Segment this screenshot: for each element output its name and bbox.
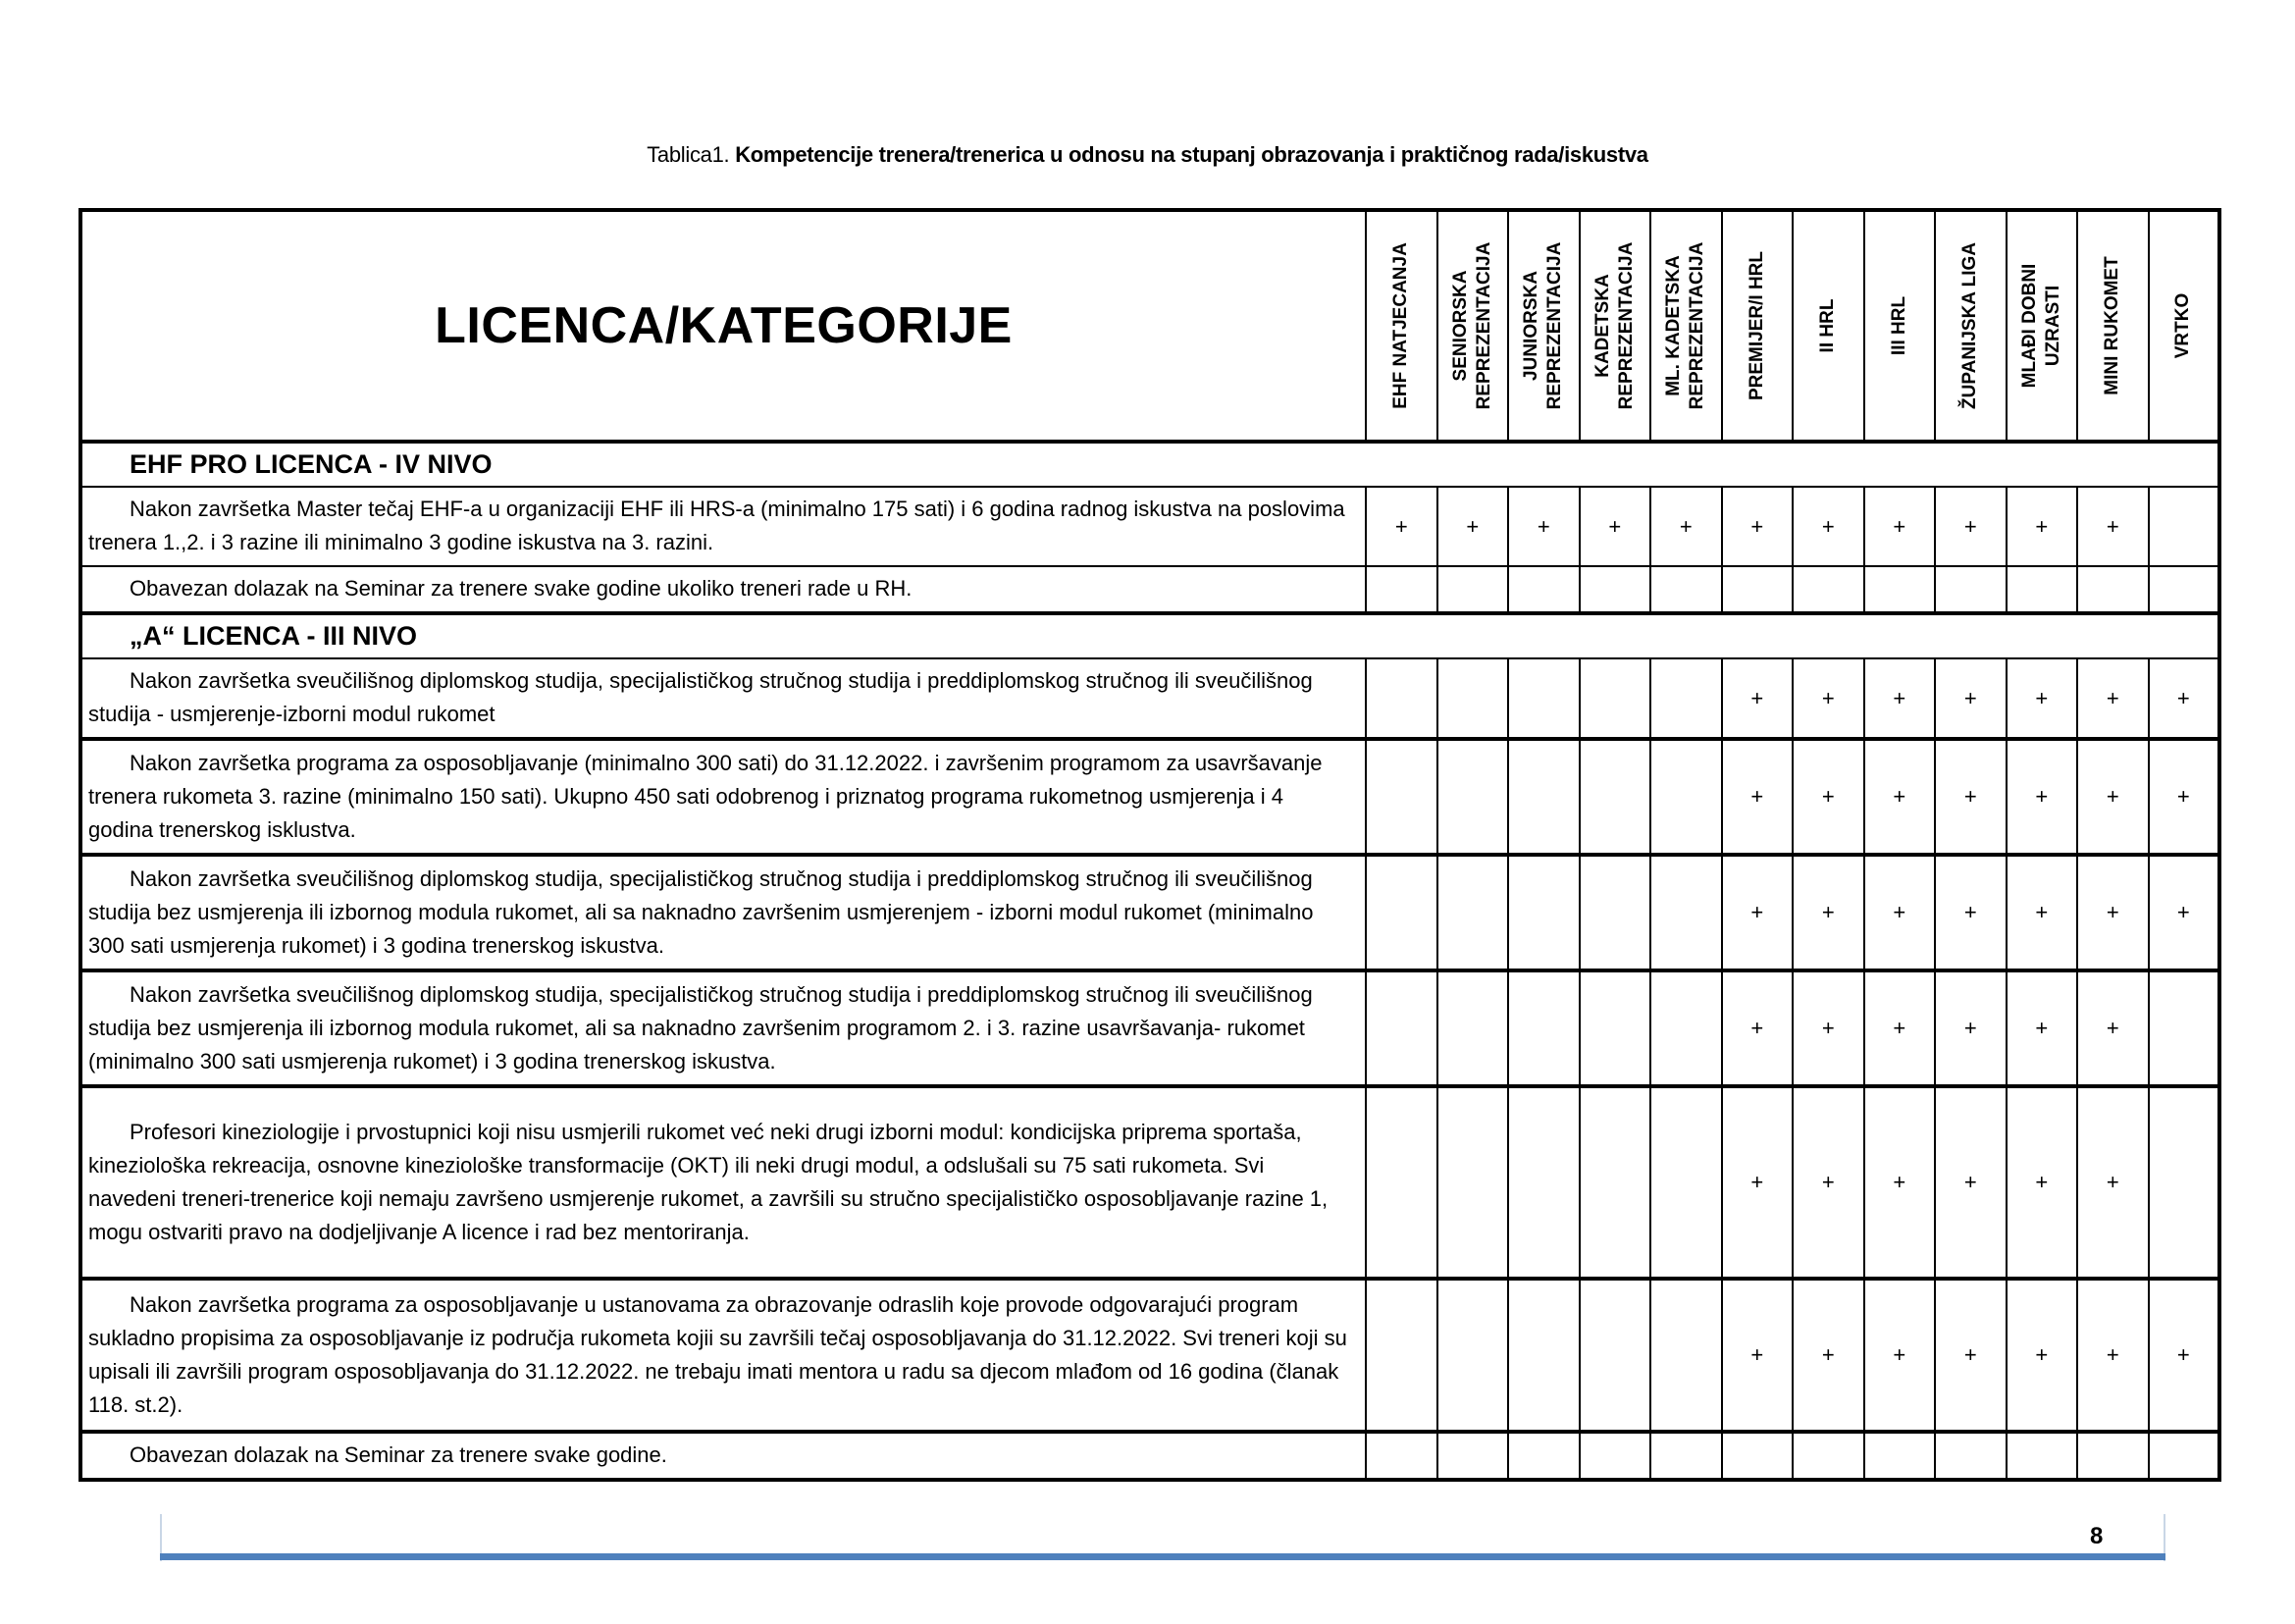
- plus-mark-cell: +: [1864, 739, 1936, 855]
- empty-cell: [1437, 1086, 1509, 1279]
- table-row: [80, 970, 2219, 1086]
- empty-cell: [1864, 1432, 1936, 1480]
- empty-cell: [2149, 487, 2220, 566]
- table-caption: [0, 142, 2295, 168]
- page-number: 8: [2090, 1523, 2104, 1549]
- row-description: Nakon završetka programa za osposobljavanje (minimalno 300 sati) do 31.12.2022. i završenim programom za usavršavanje trenera rukometa 3. razine (minimalno 150 sati). Ukupno 450 sati odobrenog i priznatog programa rukometnog usmjerenja i 4 godina trenerskog isklustva.: [80, 739, 1366, 855]
- empty-cell: [1366, 1086, 1437, 1279]
- plus-mark-cell: +: [1650, 487, 1722, 566]
- plus-mark-cell: +: [2007, 855, 2078, 970]
- table-row: [80, 1279, 2219, 1432]
- plus-mark-cell: +: [1793, 739, 1864, 855]
- footer-accent-bar: [160, 1553, 2165, 1560]
- row-description: Nakon završetka sveučilišnog diplomskog studija, specijalističkog stručnog studija i preddiplomskog stručnog ili sveučilišnog studija - usmjerenje-izborni modul rukomet: [80, 658, 1366, 739]
- plus-mark-cell: +: [1437, 487, 1509, 566]
- empty-cell: [1580, 1432, 1651, 1480]
- empty-cell: [1437, 855, 1509, 970]
- plus-mark-cell: +: [1935, 658, 2007, 739]
- empty-cell: [1650, 1279, 1722, 1432]
- row-description: Nakon završetka sveučilišnog diplomskog studija, specijalističkog stručnog studija i preddiplomskog stručnog ili sveučilišnog studija bez usmjerenja ili izbornog modula rukomet, ali sa naknadno završenim usmjerenjem - izborni modul rukomet (minimalno 300 sati usmjerenja rukomet) i 3 godina trenerskog iskustva.: [80, 855, 1366, 970]
- empty-cell: [1793, 1432, 1864, 1480]
- empty-cell: [2077, 566, 2149, 613]
- table-row: [80, 1086, 2219, 1279]
- plus-mark-cell: +: [1935, 1086, 2007, 1279]
- empty-cell: [1935, 1432, 2007, 1480]
- plus-mark-cell: +: [1722, 1279, 1794, 1432]
- plus-mark-cell: +: [1935, 855, 2007, 970]
- column-header-ehf-natjecanja: EHF NATJECANJA: [1366, 210, 1437, 442]
- empty-cell: [1580, 566, 1651, 613]
- row-description: Obavezan dolazak na Seminar za trenere svake godine.: [80, 1432, 1366, 1480]
- empty-cell: [1508, 566, 1580, 613]
- plus-mark-cell: +: [1722, 739, 1794, 855]
- empty-cell: [1864, 566, 1936, 613]
- plus-mark-cell: +: [1722, 487, 1794, 566]
- empty-cell: [1366, 739, 1437, 855]
- plus-mark-cell: +: [2007, 1279, 2078, 1432]
- empty-cell: [1437, 658, 1509, 739]
- table-body: [80, 442, 2219, 1480]
- section-header-a-licenca: [80, 613, 2219, 658]
- plus-mark-cell: +: [1508, 487, 1580, 566]
- plus-mark-cell: +: [2077, 487, 2149, 566]
- section-title: EHF PRO LICENCA - IV NIVO: [80, 442, 2219, 487]
- column-header-vrtko: VRTKO: [2149, 210, 2220, 442]
- plus-mark-cell: +: [2077, 855, 2149, 970]
- plus-mark-cell: +: [1366, 487, 1437, 566]
- empty-cell: [1650, 855, 1722, 970]
- header-row: [80, 210, 2219, 442]
- empty-cell: [1935, 566, 2007, 613]
- plus-mark-cell: +: [1722, 855, 1794, 970]
- header-title: LICENCA/KATEGORIJE: [80, 210, 1366, 442]
- plus-mark-cell: +: [2077, 970, 2149, 1086]
- plus-mark-cell: +: [1793, 487, 1864, 566]
- empty-cell: [2007, 1432, 2078, 1480]
- empty-cell: [2149, 566, 2220, 613]
- plus-mark-cell: +: [2007, 1086, 2078, 1279]
- empty-cell: [1793, 566, 1864, 613]
- caption-prefix: Tablica1.: [647, 142, 736, 167]
- empty-cell: [1437, 1432, 1509, 1480]
- empty-cell: [1650, 566, 1722, 613]
- empty-cell: [1508, 970, 1580, 1086]
- row-description: Nakon završetka programa za osposobljavanje u ustanovama za obrazovanje odraslih koje provode odgovarajući program sukladno propisima za osposobljavanje iz područja rukometa kojii su završili tečaj osposobljavanja do 31.12.2022. Svi treneri koji su upisali ili završili program osposobljavanja do 31.12.2022. ne trebaju imati mentora u radu sa djecom mlađom od 16 godina (članak 118. st.2).: [80, 1279, 1366, 1432]
- section-header-ehf-pro: [80, 442, 2219, 487]
- column-header-mladi-dobni-uzrasti: MLAĐI DOBNI UZRASTI: [2007, 210, 2078, 442]
- plus-mark-cell: +: [1793, 1279, 1864, 1432]
- license-competency-table: [78, 208, 2221, 1482]
- table-row: [80, 566, 2219, 613]
- plus-mark-cell: +: [2007, 658, 2078, 739]
- empty-cell: [1366, 658, 1437, 739]
- plus-mark-cell: +: [2077, 1086, 2149, 1279]
- empty-cell: [1508, 1086, 1580, 1279]
- plus-mark-cell: +: [2077, 739, 2149, 855]
- column-header-zupanijska-liga: ŽUPANIJSKA LIGA: [1935, 210, 2007, 442]
- empty-cell: [1366, 1432, 1437, 1480]
- plus-mark-cell: +: [1864, 970, 1936, 1086]
- row-description: Profesori kineziologije i prvostupnici koji nisu usmjerili rukomet već neki drugi izborni modul: kondicijska priprema sportaša, kineziološka rekreacija, osnovne kineziološke transformacije (OKT) ili neki drugi modul, a odslušali su 75 sati rukometa. Svi navedeni treneri-trenerice koji nemaju završeno usmjerenje rukomet, a završili su stručno specijalističko osposobljavanje razine 1, mogu ostvariti pravo na dodjeljivanje A licence i rad bez mentoriranja.: [80, 1086, 1366, 1279]
- empty-cell: [1366, 1279, 1437, 1432]
- table-row: [80, 855, 2219, 970]
- column-header-premijer-i-hrl: PREMIJER/I HRL: [1722, 210, 1794, 442]
- plus-mark-cell: +: [2077, 658, 2149, 739]
- caption-title: Kompetencije trenera/trenerica u odnosu na stupanj obrazovanja i praktičnog rada/iskustva: [735, 142, 1648, 167]
- empty-cell: [1437, 739, 1509, 855]
- empty-cell: [1580, 855, 1651, 970]
- column-header-kadetska-reprezentacija: KADETSKA REPREZENTACIJA: [1580, 210, 1651, 442]
- empty-cell: [1508, 1432, 1580, 1480]
- plus-mark-cell: +: [2007, 487, 2078, 566]
- empty-cell: [1580, 970, 1651, 1086]
- plus-mark-cell: +: [1864, 487, 1936, 566]
- column-header-mini-rukomet: MINI RUKOMET: [2077, 210, 2149, 442]
- plus-mark-cell: +: [1580, 487, 1651, 566]
- column-header-seniorska-reprezentacija: SENIORSKA REPREZENTACIJA: [1437, 210, 1509, 442]
- plus-mark-cell: +: [2149, 1279, 2220, 1432]
- empty-cell: [1437, 1279, 1509, 1432]
- empty-cell: [1722, 1432, 1794, 1480]
- empty-cell: [2149, 1086, 2220, 1279]
- empty-cell: [1650, 658, 1722, 739]
- empty-cell: [1508, 855, 1580, 970]
- column-header-ml-kadetska-reprezentacija: ML. KADETSKA REPREZENTACIJA: [1650, 210, 1722, 442]
- plus-mark-cell: +: [1935, 970, 2007, 1086]
- table-row: [80, 1432, 2219, 1480]
- section-title: „A“ LICENCA - III NIVO: [80, 613, 2219, 658]
- empty-cell: [2149, 1432, 2220, 1480]
- plus-mark-cell: +: [1864, 1086, 1936, 1279]
- empty-cell: [1508, 658, 1580, 739]
- plus-mark-cell: +: [2149, 658, 2220, 739]
- column-header-juniorska-reprezentacija: JUNIORSKA REPREZENTACIJA: [1508, 210, 1580, 442]
- plus-mark-cell: +: [1793, 658, 1864, 739]
- plus-mark-cell: +: [1722, 658, 1794, 739]
- column-header-ii-hrl: II HRL: [1793, 210, 1864, 442]
- plus-mark-cell: +: [1864, 855, 1936, 970]
- table-row: [80, 739, 2219, 855]
- empty-cell: [1580, 1086, 1651, 1279]
- empty-cell: [1366, 855, 1437, 970]
- plus-mark-cell: +: [1935, 1279, 2007, 1432]
- column-header-iii-hrl: III HRL: [1864, 210, 1936, 442]
- plus-mark-cell: +: [1793, 1086, 1864, 1279]
- row-description: Nakon završetka Master tečaj EHF-a u organizaciji EHF ili HRS-a (minimalno 175 sati) i 6 godina radnog iskustva na poslovima trenera 1.,2. i 3 razine ili minimalno 3 godine iskustva na 3. razini.: [80, 487, 1366, 566]
- empty-cell: [1650, 1086, 1722, 1279]
- empty-cell: [1580, 739, 1651, 855]
- empty-cell: [1437, 566, 1509, 613]
- empty-cell: [1580, 658, 1651, 739]
- plus-mark-cell: +: [2007, 970, 2078, 1086]
- plus-mark-cell: +: [1722, 1086, 1794, 1279]
- empty-cell: [2149, 970, 2220, 1086]
- plus-mark-cell: +: [1935, 487, 2007, 566]
- plus-mark-cell: +: [2149, 855, 2220, 970]
- empty-cell: [2007, 566, 2078, 613]
- plus-mark-cell: +: [1864, 1279, 1936, 1432]
- empty-cell: [1366, 970, 1437, 1086]
- empty-cell: [2077, 1432, 2149, 1480]
- empty-cell: [1366, 566, 1437, 613]
- empty-cell: [1650, 970, 1722, 1086]
- table-row: [80, 487, 2219, 566]
- empty-cell: [1508, 739, 1580, 855]
- empty-cell: [1580, 1279, 1651, 1432]
- plus-mark-cell: +: [1793, 855, 1864, 970]
- empty-cell: [1437, 970, 1509, 1086]
- plus-mark-cell: +: [1722, 970, 1794, 1086]
- plus-mark-cell: +: [2077, 1279, 2149, 1432]
- empty-cell: [1650, 739, 1722, 855]
- empty-cell: [1722, 566, 1794, 613]
- empty-cell: [1508, 1279, 1580, 1432]
- plus-mark-cell: +: [2007, 739, 2078, 855]
- row-description: Obavezan dolazak na Seminar za trenere svake godine ukoliko treneri rade u RH.: [80, 566, 1366, 613]
- row-description: Nakon završetka sveučilišnog diplomskog studija, specijalističkog stručnog studija i preddiplomskog stručnog ili sveučilišnog studija bez usmjerenja ili izbornog modula rukomet, ali sa naknadno završenim programom 2. i 3. razine usavršavanja- rukomet (minimalno 300 sati usmjerenja rukomet) i 3 godina trenerskog iskustva.: [80, 970, 1366, 1086]
- plus-mark-cell: +: [1935, 739, 2007, 855]
- plus-mark-cell: +: [1864, 658, 1936, 739]
- plus-mark-cell: +: [1793, 970, 1864, 1086]
- empty-cell: [1650, 1432, 1722, 1480]
- table-row: [80, 658, 2219, 739]
- plus-mark-cell: +: [2149, 739, 2220, 855]
